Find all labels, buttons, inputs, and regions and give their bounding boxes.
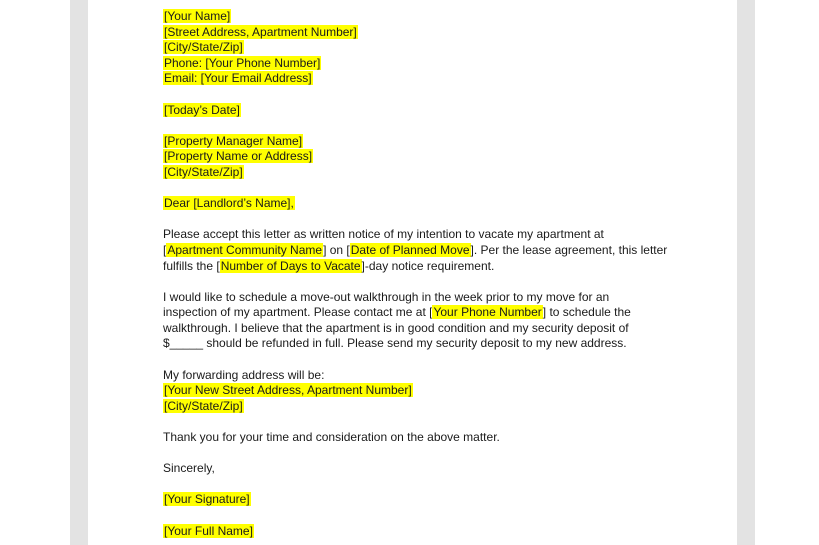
blank-line	[163, 118, 667, 134]
salutation-line	[163, 196, 667, 212]
page-gutter-right	[737, 0, 755, 545]
paragraph-1-text: . Per the lease agreement, this letter	[473, 242, 668, 257]
full-name-line	[163, 524, 667, 540]
forwarding-street-line	[163, 383, 667, 399]
paragraph-2-text: inspection of my apartment. Please contact me at	[163, 305, 430, 320]
blank-line	[163, 508, 667, 524]
forwarding-intro-line	[163, 368, 667, 384]
full-name-placeholder: [Your Full Name]	[164, 523, 253, 538]
forwarding-city: [City/State/Zip]	[164, 398, 243, 413]
forwarding-city-line	[163, 399, 667, 415]
community-name-placeholder: Apartment Community Name	[167, 242, 323, 257]
paragraph-2-line-3	[163, 321, 667, 337]
recipient-city-line	[163, 165, 667, 181]
sender-phone-line	[163, 56, 667, 72]
sender-email: Email: [Your Email Address]	[164, 71, 312, 86]
letter-body[interactable]	[163, 9, 667, 539]
recipient-name-line	[163, 134, 667, 150]
blank-line	[163, 181, 667, 197]
paragraph-2-text: I would like to schedule a move-out walkthrough in the week prior to my move for an	[163, 289, 610, 304]
sender-phone: Phone: [Your Phone Number]	[164, 55, 321, 70]
sender-street: [Street Address, Apartment Number]	[164, 24, 357, 39]
sender-street-line	[163, 25, 667, 41]
recipient-city: [City/State/Zip]	[164, 164, 243, 179]
blank-line	[163, 87, 667, 103]
blank-line	[163, 274, 667, 290]
sender-city-line	[163, 40, 667, 56]
forwarding-street: [Your New Street Address, Apartment Number]	[164, 383, 412, 398]
signature-placeholder: [Your Signature]	[164, 492, 250, 507]
sender-email-line	[163, 71, 667, 87]
thanks-text: Thank you for your time and consideration on the above matter.	[163, 430, 500, 445]
date-line	[163, 103, 667, 119]
recipient-name: [Property Manager Name]	[164, 133, 303, 148]
sender-name-line	[163, 9, 667, 25]
blank-line	[163, 414, 667, 430]
paragraph-2-line-2: inspection of my apartment. Please contact me at [Your Phone Number] to schedule the	[163, 305, 631, 320]
paragraph-2-line-1	[163, 290, 667, 306]
paragraph-1-text: on	[326, 242, 347, 257]
forwarding-intro: My forwarding address will be:	[163, 367, 325, 382]
paragraph-2-text: to schedule the	[546, 305, 631, 320]
notice-days-placeholder: Number of Days to Vacate	[220, 258, 361, 273]
blank-line	[163, 446, 667, 462]
letter-date: [Today’s Date]	[164, 102, 240, 117]
paragraph-1-line-1	[163, 227, 667, 243]
salutation: Dear [Landlord’s Name],	[164, 196, 294, 211]
closing-line	[163, 461, 667, 477]
paragraph-2-text: walkthrough. I believe that the apartment is in good condition and my security deposit of	[163, 320, 629, 335]
page-gutter-left	[70, 0, 88, 545]
sender-city: [City/State/Zip]	[164, 40, 243, 55]
move-date-placeholder: Date of Planned Move	[350, 242, 470, 257]
recipient-property-line	[163, 149, 667, 165]
paragraph-1-text: -day notice requirement.	[364, 258, 495, 273]
blank-line	[163, 212, 667, 228]
paragraph-2-text: $_____ should be refunded in full. Please send my security deposit to my new address.	[163, 336, 627, 351]
closing-text: Sincerely,	[163, 461, 215, 476]
blank-line	[163, 477, 667, 493]
signature-line	[163, 492, 667, 508]
paragraph-1-text: fulfills the	[163, 258, 217, 273]
recipient-property: [Property Name or Address]	[164, 149, 313, 164]
paragraph-2-line-4	[163, 336, 667, 352]
document-page[interactable]	[88, 0, 737, 545]
paragraph-1-line-2: [Apartment Community Name] on [Date of Planned Move]. Per the lease agreement, this letter	[163, 242, 668, 257]
paragraph-1-text: Please accept this letter as written notice of my intention to vacate my apartment at	[163, 227, 604, 242]
thanks-line	[163, 430, 667, 446]
paragraph-1-line-3: fulfills the [Number of Days to Vacate]-day notice requirement.	[163, 258, 495, 273]
sender-name: [Your Name]	[164, 9, 231, 23]
phone-placeholder: Your Phone Number	[433, 305, 542, 320]
blank-line	[163, 352, 667, 368]
